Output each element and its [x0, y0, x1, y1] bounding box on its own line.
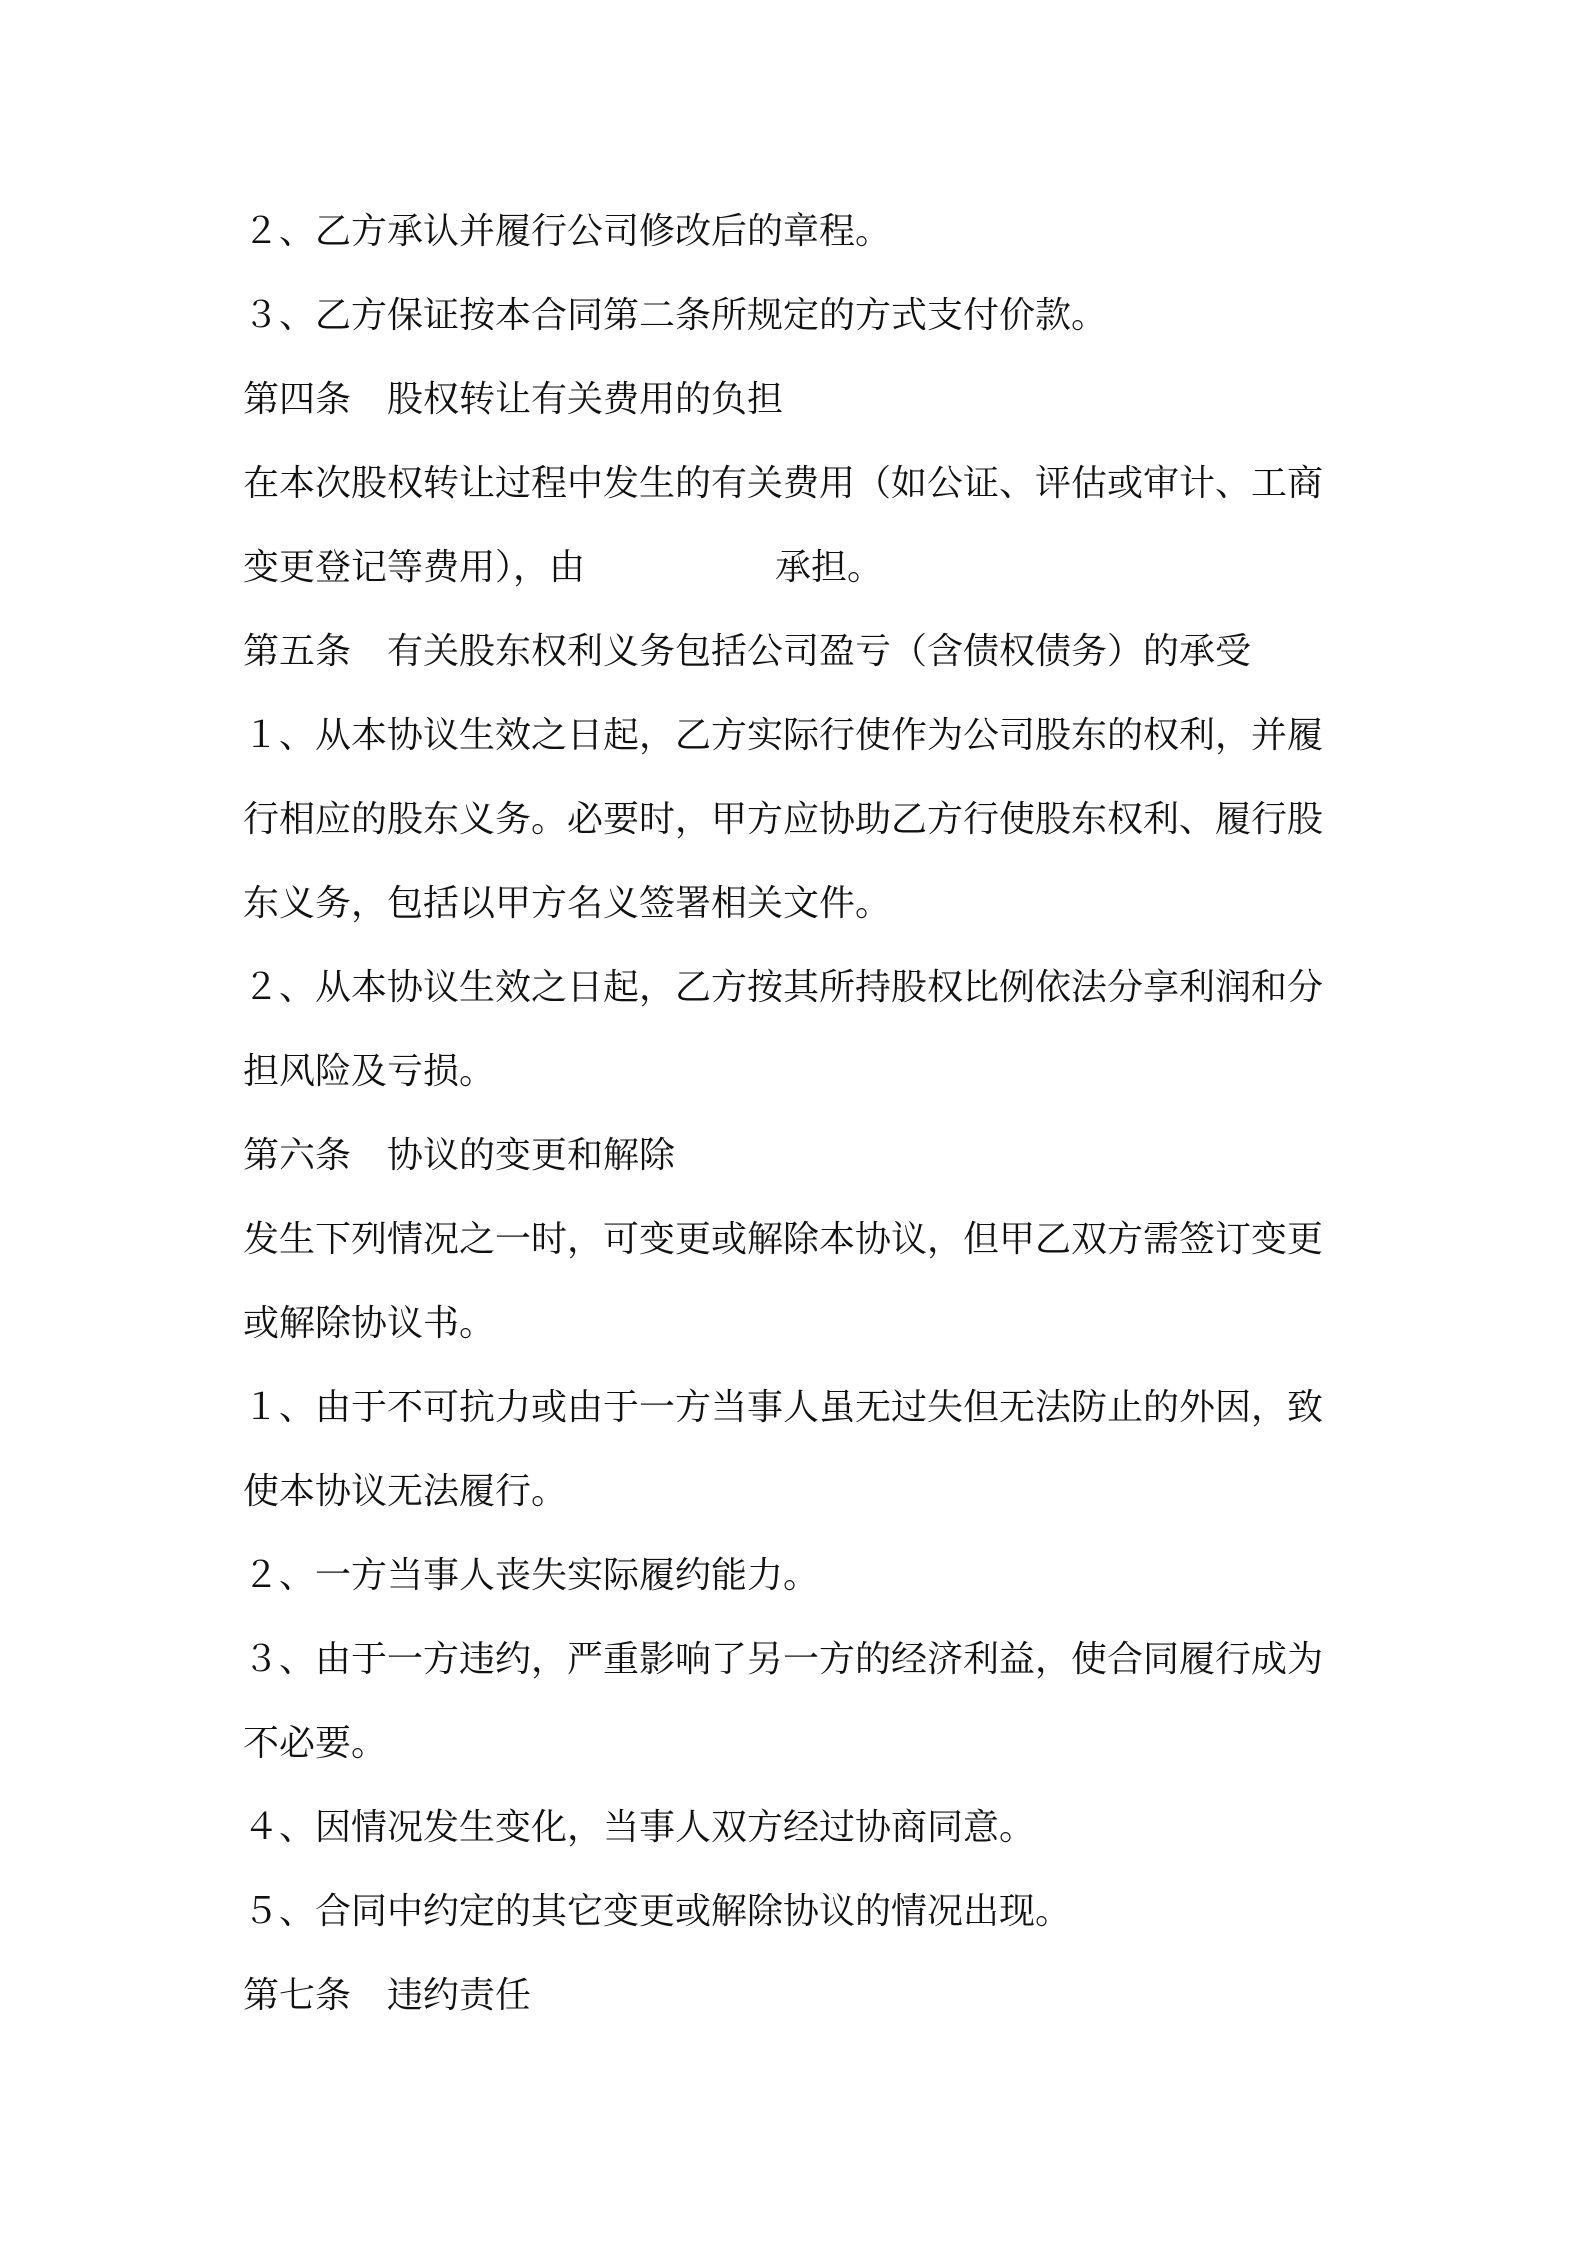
article-5-heading — [243, 610, 1363, 694]
article-title: 股权转让有关费用的负担 — [387, 379, 784, 420]
article-number: 第七条 — [243, 1975, 352, 2016]
document-body — [243, 190, 1363, 2038]
article-title: 协议的变更和解除 — [387, 1135, 676, 1176]
paragraph-line: 行相应的股东义务。必要时，甲方应协助乙方行使股东权利、履行股 — [243, 799, 1324, 840]
paragraph-line: 变更登记等费用），由 承担。 — [243, 547, 884, 588]
paragraph-line: ２、一方当事人丧失实际履约能力。 — [243, 1555, 820, 1596]
clause-3-item-3: ３、乙方保证按本合同第二条所规定的方式支付价款。 — [243, 295, 1108, 336]
paragraph-line: １、由于不可抗力或由于一方当事人虽无过失但无法防止的外因，致 — [243, 1387, 1324, 1428]
article-number: 第四条 — [243, 379, 352, 420]
paragraph-line: 东义务，包括以甲方名义签署相关文件。 — [243, 883, 892, 924]
paragraph-line: 或解除协议书。 — [243, 1303, 496, 1344]
paragraph-line: １、从本协议生效之日起，乙方实际行使作为公司股东的权利，并履 — [243, 715, 1324, 756]
paragraph-line: 在本次股权转让过程中发生的有关费用（如公证、评估或审计、工商 — [243, 463, 1324, 504]
clause-3-item-2: ２、乙方承认并履行公司修改后的章程。 — [243, 211, 892, 252]
paragraph-line: 使本协议无法履行。 — [243, 1471, 568, 1512]
paragraph-line: ４、因情况发生变化，当事人双方经过协商同意。 — [243, 1807, 1036, 1848]
article-number: 第五条 — [243, 631, 352, 672]
article-4-heading — [243, 358, 1363, 442]
paragraph-line: 担风险及亏损。 — [243, 1051, 496, 1092]
article-7-heading — [243, 1954, 1363, 2038]
paragraph-line: 发生下列情况之一时，可变更或解除本协议，但甲乙双方需签订变更 — [243, 1219, 1324, 1260]
article-title: 违约责任 — [387, 1975, 532, 2016]
article-number: 第六条 — [243, 1135, 352, 1176]
paragraph-line: ５、合同中约定的其它变更或解除协议的情况出现。 — [243, 1891, 1072, 1932]
paragraph-line: 不必要。 — [243, 1723, 388, 1764]
paragraph-line: ２、从本协议生效之日起，乙方按其所持股权比例依法分享利润和分 — [243, 967, 1324, 1008]
paragraph-line: ３、由于一方违约，严重影响了另一方的经济利益，使合同履行成为 — [243, 1639, 1324, 1680]
article-title: 有关股东权利义务包括公司盈亏（含债权债务）的承受 — [387, 631, 1252, 672]
article-6-heading — [243, 1114, 1363, 1198]
